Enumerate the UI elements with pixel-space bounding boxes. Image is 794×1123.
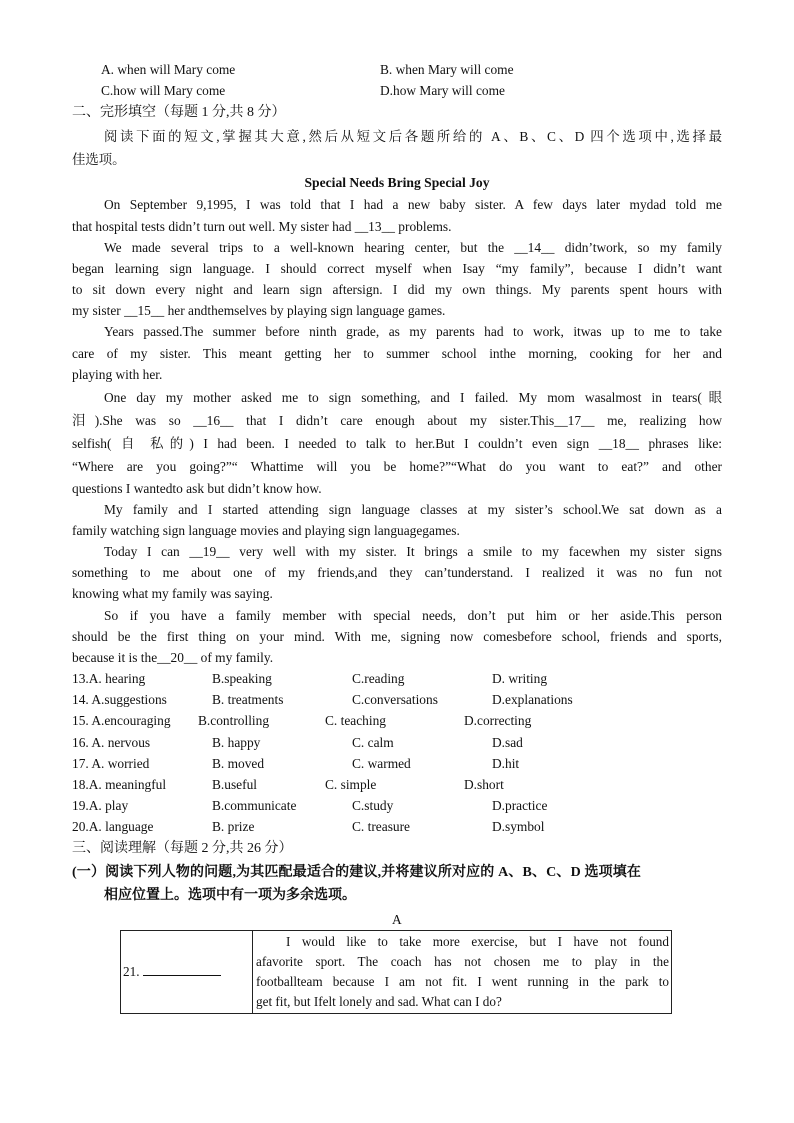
question-21-label: 21.	[123, 964, 140, 979]
question-13-option-a: 13.A. hearing	[72, 671, 146, 686]
question-15-option-b: B.controlling	[198, 713, 270, 728]
passage-line: my sister __15__ her andthemselves by playing sign language games.	[72, 303, 446, 318]
question-14-option-b: B. treatments	[212, 692, 284, 707]
question-19-option-a: 19.A. play	[72, 798, 129, 813]
section-3-heading: 三、阅读理解（每题 2 分,共 26 分）	[72, 841, 293, 856]
question-15-option-d: D.correcting	[464, 713, 532, 728]
passage-line: “Where are you going?”“ Whattime will you be home?”“What do you want to eat?” and other	[72, 459, 722, 474]
passage-line: something to me about one of my friends,and they can’tunderstand. I realized it was no fun not	[72, 565, 722, 580]
question-15-option-a: 15. A.encouraging	[72, 713, 171, 728]
question-21-line: afavorite sport. The coach has not chosen me to play in the	[256, 954, 669, 969]
question-13-option-b: B.speaking	[212, 671, 272, 686]
question-16-option-c: C. calm	[352, 735, 394, 750]
question-18-option-b: B.useful	[212, 777, 258, 792]
question-21-table	[120, 930, 672, 1014]
option-c-top: C.how will Mary come	[101, 83, 226, 98]
question-18-option-a: 18.A. meaningful	[72, 777, 167, 792]
section-2-instruction: 阅读下面的短文,掌握其大意,然后从短文后各题所给的 A、B、C、D 四个选项中,选择最	[104, 129, 722, 144]
question-21-text	[253, 931, 672, 1014]
question-19-option-b: B.communicate	[212, 798, 297, 813]
passage-line: because it is the__20__ of my family.	[72, 650, 274, 665]
passage-line: care of my sister. This meant getting her to summer school inthe morning, cooking for her and	[72, 346, 722, 361]
passage-line: Today I can __19__ very well with my sister. It brings a smile to my facewhen my sister signs	[104, 544, 722, 559]
question-20-option-d: D.symbol	[492, 819, 545, 834]
section-2-instruction-cont: 佳选项。	[72, 152, 126, 167]
section-2-heading: 二、完形填空（每题 1 分,共 8 分）	[72, 105, 286, 120]
question-21-answer-blank[interactable]	[143, 963, 221, 976]
question-17-option-d: D.hit	[492, 756, 520, 771]
question-14-option-d: D.explanations	[492, 692, 573, 707]
question-14-option-c: C.conversations	[352, 692, 438, 707]
question-15-option-c: C. teaching	[325, 713, 386, 728]
question-21-cell	[121, 931, 253, 1014]
option-a-top: A. when will Mary come	[101, 62, 236, 77]
question-13-option-d: D. writing	[492, 671, 548, 686]
question-17-option-a: 17. A. worried	[72, 756, 150, 771]
passage-line: One day my mother asked me to sign something, and I failed. My mom wasalmost in tears(眼	[104, 390, 722, 405]
question-16-option-a: 16. A. nervous	[72, 735, 151, 750]
question-17-option-c: C. warmed	[352, 756, 411, 771]
passage-line: playing with her.	[72, 367, 163, 382]
question-14-option-a: 14. A.suggestions	[72, 692, 167, 707]
passage-line: questions I wantedto ask but didn’t know how.	[72, 481, 322, 496]
passage-line: My family and I started attending sign language classes at my sister’s school.We sat down as a	[104, 502, 722, 517]
passage-line: family watching sign language movies and playing sign languagegames.	[72, 523, 460, 538]
passage-line: On September 9,1995, I was told that I had a new baby sister. A few days later mydad told me	[104, 197, 722, 212]
question-21-line: footballteam because I am not fit. I went running in the park to	[256, 974, 669, 989]
passage-title: Special Needs Bring Special Joy	[304, 175, 490, 190]
passage-line: knowing what my family was saying.	[72, 586, 273, 601]
section-3-instruction: (一）阅读下列人物的问题,为其匹配最适合的建议,并将建议所对应的 A、B、C、D 选项填在	[72, 865, 642, 880]
part-label: A	[392, 912, 402, 927]
question-13-option-c: C.reading	[352, 671, 405, 686]
passage-line: We made several trips to a well-known hearing center, but the __14__ didn’twork, so my family	[104, 240, 722, 255]
question-21-line: get fit, but Ifelt lonely and sad. What can I do?	[256, 994, 502, 1009]
passage-line: that hospital tests didn’t turn out well. My sister had __13__ problems.	[72, 219, 452, 234]
passage-line: 泪).She was so __16__ that I didn’t care enough about my sister.This__17__ me, realizing how	[72, 413, 722, 428]
question-20-option-c: C. treasure	[352, 819, 411, 834]
passage-line: Years passed.The summer before ninth grade, as my parents had to work, itwas up to me to take	[104, 324, 722, 339]
option-d-top: D.how Mary will come	[380, 83, 505, 98]
option-b-top: B. when Mary will come	[380, 62, 514, 77]
question-17-option-b: B. moved	[212, 756, 265, 771]
question-18-option-d: D.short	[464, 777, 504, 792]
passage-line: selfish( 自 私的) I had been. I needed to talk to her.But I couldn’t even sign __18__ phrases like:	[72, 436, 722, 451]
passage-line: should be the first thing on your mind. With me, signing now comesbefore school, friends and sports,	[72, 629, 722, 644]
question-20-option-a: 20.A. language	[72, 819, 154, 834]
question-16-option-d: D.sad	[492, 735, 523, 750]
section-3-instruction-cont: 相应位置上。选项中有一项为多余选项。	[104, 888, 356, 903]
passage-line: So if you have a family member with special needs, don’t put him or her aside.This person	[104, 608, 722, 623]
question-20-option-b: B. prize	[212, 819, 255, 834]
question-18-option-c: C. simple	[325, 777, 377, 792]
question-19-option-c: C.study	[352, 798, 394, 813]
question-16-option-b: B. happy	[212, 735, 261, 750]
passage-line: to sit down every night and learn sign aftersign. I did my own things. My parents spent hours with	[72, 282, 722, 297]
question-21-line: I would like to take more exercise, but I have not found	[286, 934, 669, 949]
table-row	[121, 931, 672, 1014]
passage-line: began learning sign language. I should correct myself when Isay “my family”, because I didn’t want	[72, 261, 722, 276]
question-19-option-d: D.practice	[492, 798, 548, 813]
